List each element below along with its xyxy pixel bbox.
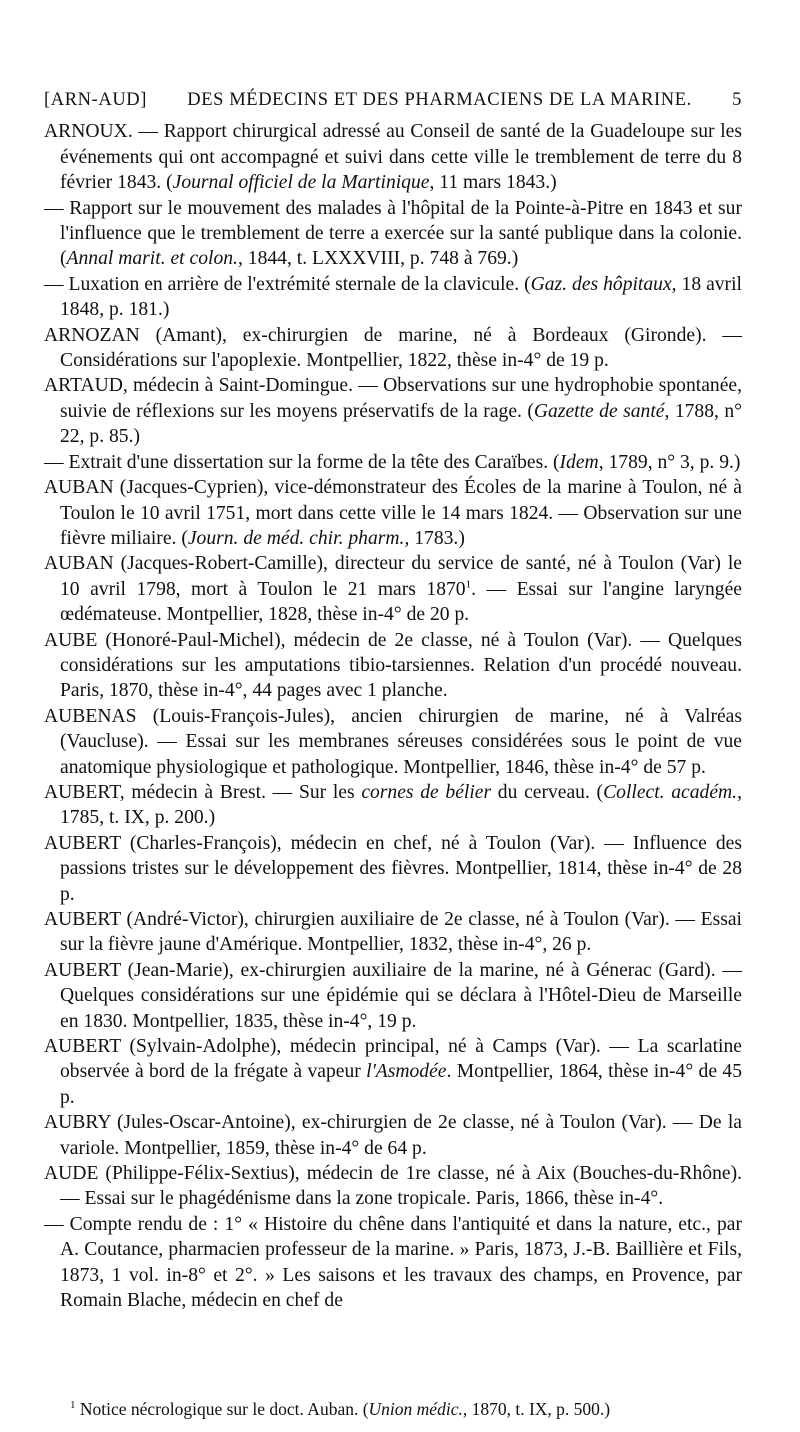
text-run: — Extrait d'une dissertation sur la forme de la tête des Caraïbes. ( [44, 451, 560, 473]
text-run: , 1785, t. IX, p. 200.) [60, 781, 742, 829]
italic-citation: Union médic. [368, 1399, 463, 1419]
text-run: ARNOZAN (Amant), ex-chirurgien de marine, né à Bordeaux (Gironde). — Considérations sur l'apoplexie. Montpellier, 1822, thèse in-4° de 19 p. [44, 324, 742, 372]
bibliography-entry [44, 958, 742, 1034]
footnote-marker: 1 [70, 1399, 76, 1412]
text-run: , 18 avril 1848, p. 181.) [60, 273, 742, 321]
text-run: AUBERT (Jean-Marie), ex-chirurgien auxiliaire de la marine, né à Génerac (Gard). — Quelques considérations sur une épidémie qui se déclara à l'Hôtel-Dieu de Marseille en 1830. Montpellier, 1835, thèse in-4°, 19 p. [44, 959, 742, 1032]
text-run: AUBE (Honoré-Paul-Michel), médecin de 2e classe, né à Toulon (Var). — Quelques considérations sur les amputations tibio-tarsiennes. Relation d'un procédé nouveau. Paris, 1870, thèse in-4°, 44 pages avec 1 planche. [44, 629, 742, 702]
bibliography-entry [44, 323, 742, 374]
italic-citation: Annal marit. et colon. [66, 248, 238, 270]
bibliography-entry [44, 373, 742, 449]
italic-citation: Gazette de santé [533, 400, 665, 422]
text-run: AUBERT (Sylvain-Adolphe), médecin principal, né à Camps (Var). — La scarlatine observée à bord de la frégate à vapeur [44, 1036, 742, 1083]
bibliography-entry [44, 780, 742, 831]
bibliography-entry [44, 1161, 742, 1212]
text-run: AUDE (Philippe-Félix-Sextius), médecin de 1re classe, né à Aix (Bouches-du-Rhône). — Essai sur le phagédénisme dans la zone tropicale. Paris, 1866, thèse in-4°. [44, 1163, 742, 1210]
text-run: . — Essai sur l'angine laryngée œdémateuse. Montpellier, 1828, thèse in-4° de 20 p. [60, 578, 742, 626]
text-run: , 1870, t. IX, p. 500.) [462, 1399, 611, 1419]
text-run: Notice nécrologique sur le doct. Auban. ( [75, 1399, 369, 1419]
bibliography-entry [44, 450, 742, 475]
italic-citation: l'Asmodée [366, 1061, 447, 1083]
entry-list [44, 119, 742, 1313]
text-run: — Luxation en arrière de l'extrémité sternale de la clavicule. ( [44, 273, 531, 295]
header-range: [ARN-AUD] [44, 90, 148, 110]
page-number: 5 [732, 90, 742, 110]
text-run: ARTAUD, médecin à Saint-Domingue. — Observations sur une hydrophobie spontanée, suivie de réflexions sur les moyens préservatifs de la rage. ( [44, 375, 742, 422]
text-run: AUBERT (André-Victor), chirurgien auxiliaire de 2e classe, né à Toulon (Var). — Essai sur la fièvre jaune d'Amérique. Montpellier, 1832, thèse in-4°, 26 p. [44, 909, 742, 956]
bibliography-entry [44, 1212, 742, 1314]
footnote-marker: 1 [465, 578, 472, 591]
text-run: AUBENAS (Louis-François-Jules), ancien chirurgien de marine, né à Valréas (Vaucluse). — Essai sur les membranes séreuses considérées sous le point de vue anatomique physiologique et pathologique. Montpellier, 1846, thèse in-4° de 57 p. [44, 705, 742, 778]
text-run: , 11 mars 1843.) [429, 172, 557, 194]
text-run: AUBAN (Jacques-Cyprien), vice-démonstrateur des Écoles de la marine à Toulon, né à Toulon le 10 avril 1751, mort dans cette ville le 14 mars 1824. — Observation sur une fièvre miliaire. ( [44, 477, 742, 549]
text-run: — Compte rendu de : 1° « Histoire du chêne dans l'antiquité et dans la nature, etc., par A. Coutance, pharmacien professeur de la marine. » Paris, 1873, J.-B. Baillière et Fils, 1873, 1 vol. in-8° et 2°. » Les saisons et les travaux des champs, en Provence, par Romain Blache, médecin en chef de [44, 1213, 742, 1312]
footnote [50, 1398, 742, 1420]
text-run: AUBERT, médecin à Brest. — Sur les [44, 781, 362, 803]
text-run: , 1788, n° 22, p. 85.) [60, 400, 742, 448]
bibliography-entry [44, 704, 742, 780]
bibliography-entry [44, 475, 742, 551]
italic-citation: Journ. de méd. chir. pharm. [187, 527, 405, 549]
text-run: AUBERT (Charles-François), médecin en chef, né à Toulon (Var). — Influence des passions tristes sur le développement des fièvres. Montpellier, 1814, thèse in-4° de 28 p. [44, 832, 742, 905]
bibliography-entry [44, 272, 742, 323]
text-run: du cerveau. ( [491, 781, 604, 803]
text-run: , 1844, t. LXXXVIII, p. 748 à 769.) [237, 248, 519, 270]
text-run: ARNOUX. — Rapport chirurgical adressé au Conseil de santé de la Guadeloupe sur les événements qui ont accompagné et suivi dans cette ville le tremblement de terre du 8 février 1843. ( [44, 121, 742, 194]
text-run: , 1789, n° 3, p. 9.) [598, 451, 741, 473]
bibliography-entry [44, 196, 742, 272]
italic-citation: Collect. académ. [603, 781, 738, 803]
text-run: AUBRY (Jules-Oscar-Antoine), ex-chirurgien de 2e classe, né à Toulon (Var). — De la variole. Montpellier, 1859, thèse in-4° de 64 p. [44, 1112, 742, 1159]
bibliography-entry [44, 551, 742, 627]
bibliography-entry [44, 119, 742, 195]
italic-citation: Idem [559, 451, 599, 473]
text-run: . Montpellier, 1864, thèse in-4° de 45 p. [60, 1061, 742, 1108]
bibliography-entry [44, 628, 742, 704]
italic-citation: Gaz. des hôpitaux [530, 273, 672, 295]
bibliography-entry [44, 831, 742, 907]
text-run: AUBAN (Jacques-Robert-Camille), directeur du service de santé, né à Toulon (Var) le 10 avril 1798, mort à Toulon le 21 mars 1870 [44, 553, 742, 600]
bibliography-entry [44, 1034, 742, 1110]
text-run: , 1783.) [404, 527, 465, 549]
page-header [44, 88, 742, 113]
text-run: — Rapport sur le mouvement des malades à l'hôpital de la Pointe-à-Pitre en 1843 et sur l'influence que le tremblement de terre a exercée sur la santé publique dans la colonie. ( [44, 197, 742, 270]
italic-citation: cornes de bélier [361, 781, 492, 803]
bibliography-entry [44, 907, 742, 958]
italic-citation: Journal officiel de la Martinique [172, 172, 430, 194]
running-title: DES MÉDECINS ET DES PHARMACIENS DE LA MARINE. [187, 90, 692, 110]
bibliography-entry [44, 1110, 742, 1161]
